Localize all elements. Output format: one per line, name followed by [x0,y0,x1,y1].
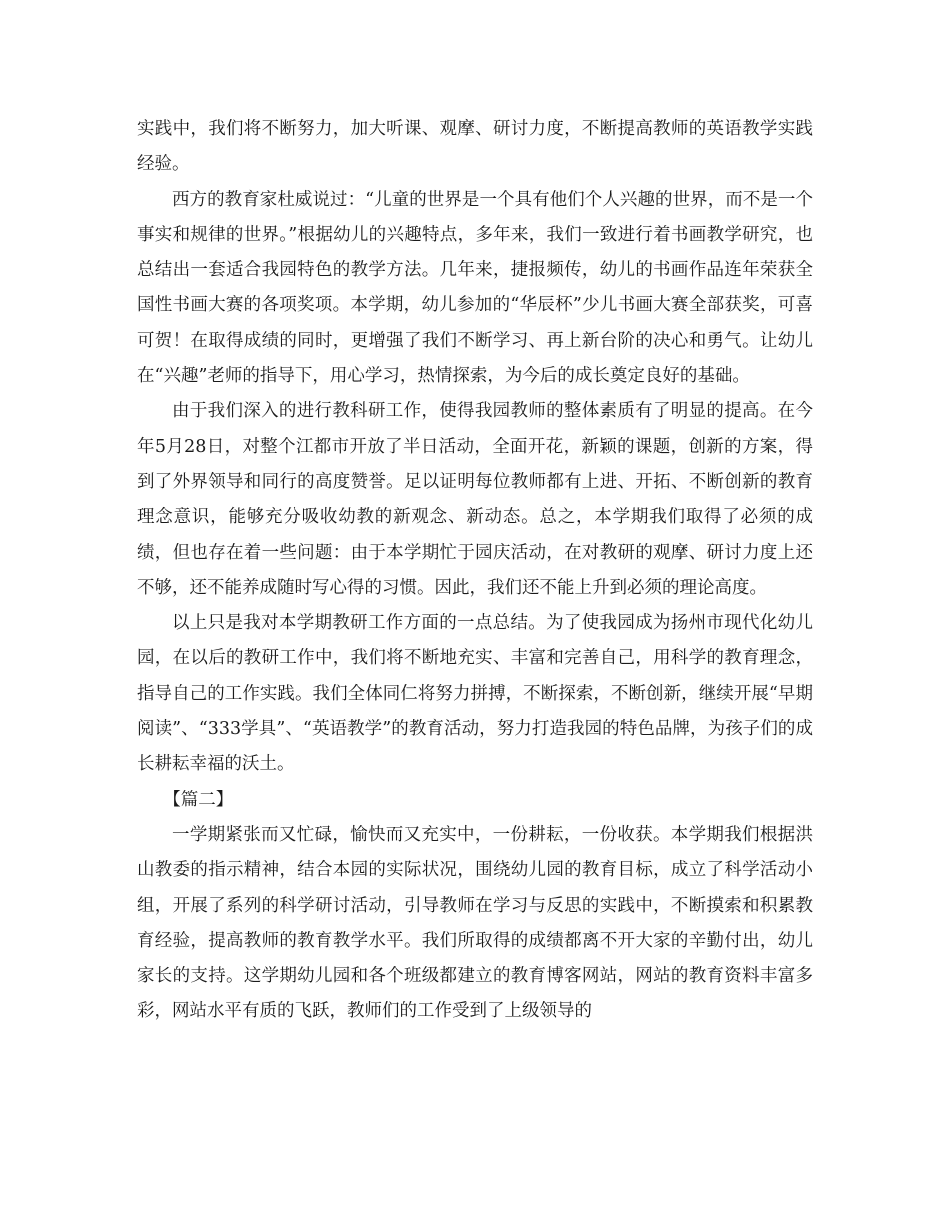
paragraph-summary: 以上只是我对本学期教研工作方面的一点总结。为了使我园成为扬州市现代化幼儿园，在以后的教研工作中，我们将不断地充实、丰富和完善自己，用科学的教育理念，指导自己的工作实践。我们全体同仁将努力拼搏，不断探索，不断创新，继续开展“早期阅读”、“333学具”、“英语教学”的教育活动，努力打造我园的特色品牌，为孩子们的成长耕耘幸福的沃土。 [137,613,813,775]
paragraph-section-two: 一学期紧张而又忙碌，愉快而又充实中，一份耕耘，一份收获。本学期我们根据洪山教委的指示精神，结合本园的实际状况，围绕幼儿园的教育目标，成立了科学活动小组，开展了系列的科学研讨活动，引导教师在学习与反思的实践中，不断摸索和积累教育经验，提高教师的教育教学水平。我们所取得的成绩都离不开大家的辛勤付出，幼儿家长的支持。这学期幼儿园和各个班级都建立的教育博客网站，网站的教育资料丰富多彩，网站水平有质的飞跃，教师们的工作受到了上级领导的 [137,824,813,1022]
section-heading: 【篇二】 [163,789,234,810]
document-page [137,112,813,1030]
paragraph-continuation: 实践中，我们将不断努力，加大听课、观摩、研讨力度，不断提高教师的英语教学实践经验。 [137,119,813,175]
paragraph-research-results: 由于我们深入的进行教科研工作，使得我园教师的整体素质有了明显的提高。在今年5月28日，对整个江都市开放了半日活动，全面开花，新颖的课题，创新的方案，得到了外界领导和同行的高度赞誉。足以证明每位教师都有上进、开拓、不断创新的教育理念意识，能够充分吸收幼教的新观念、新动态。总之，本学期我们取得了必须的成绩，但也存在着一些问题：由于本学期忙于园庆活动，在对教研的观摩、研讨力度上还不够，还不能养成随时写心得的习惯。因此，我们还不能上升到必须的理论高度。 [137,401,813,598]
paragraph-dewey-calligraphy: 西方的教育家杜威说过：“儿童的世界是一个具有他们个人兴趣的世界，而不是一个事实和规律的世界。”根据幼儿的兴趣特点，多年来，我们一致进行着书画教学研究，也总结出一套适合我园特色的教学方法。几年来，捷报频传，幼儿的书画作品连年荣获全国性书画大赛的各项奖项。本学期，幼儿参加的“华辰杯”少儿书画大赛全部获奖，可喜可贺！在取得成绩的同时，更增强了我们不断学习、再上新台阶的决心和勇气。让幼儿在“兴趣”老师的指导下，用心学习，热情探索，为今后的成长奠定良好的基础。 [137,189,813,387]
